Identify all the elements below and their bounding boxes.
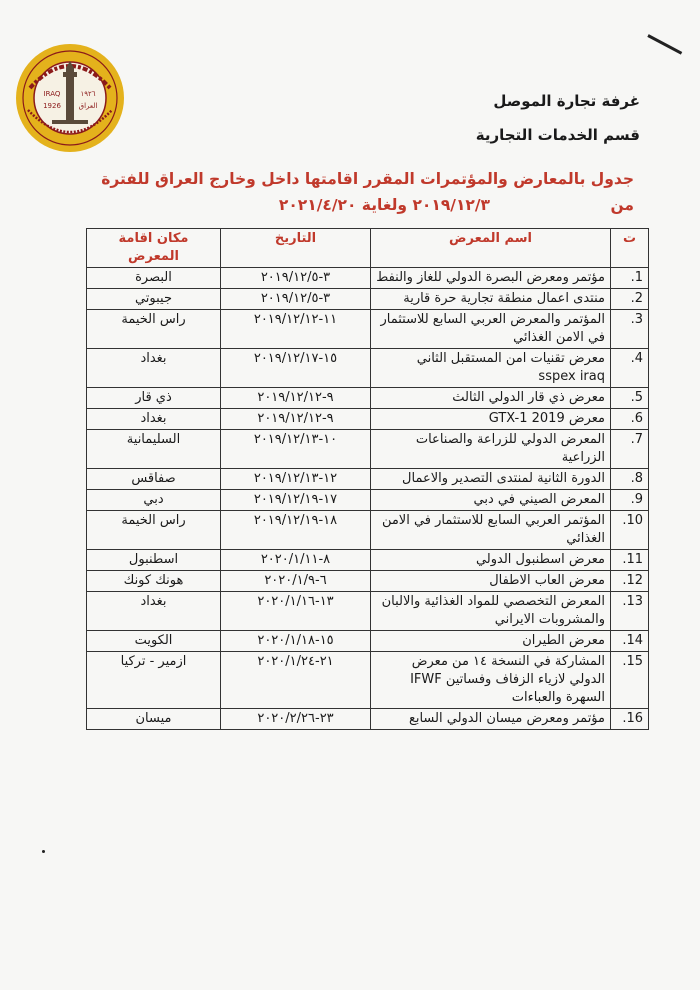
event-date: ١٧-٢٠١٩/١٢/١٩	[221, 490, 371, 511]
row-number: 10.	[611, 511, 649, 550]
table-row	[87, 310, 649, 349]
event-date: ٣-٢٠١٩/١٢/٥	[221, 289, 371, 310]
row-number: 1.	[611, 268, 649, 289]
event-place: ازمير - تركيا	[87, 652, 221, 709]
row-number: 2.	[611, 289, 649, 310]
event-date: ٣-٢٠١٩/١٢/٥	[221, 268, 371, 289]
event-name: منتدى اعمال منطقة تجارية حرة قارية	[371, 289, 611, 310]
department-name: قسم الخدمات التجارية	[475, 126, 640, 144]
event-place: هونك كونك	[87, 571, 221, 592]
row-number: 15.	[611, 652, 649, 709]
row-number: 4.	[611, 349, 649, 388]
table-row	[87, 652, 649, 709]
event-date: ١٢-٢٠١٩/١٢/١٣	[221, 469, 371, 490]
event-date: ٩-٢٠١٩/١٢/١٢	[221, 388, 371, 409]
row-number: 6.	[611, 409, 649, 430]
event-place: بغداد	[87, 592, 221, 631]
row-number: 14.	[611, 631, 649, 652]
pen-stroke-mark	[647, 34, 682, 54]
row-number: 13.	[611, 592, 649, 631]
event-date: ٢٣-٢٠٢٠/٢/٢٦	[221, 709, 371, 730]
header-place: مكان اقامة المعرض	[87, 229, 221, 268]
event-name: المعرض التخصصي للمواد الغذائية والالبان والمشروبات الايراني	[371, 592, 611, 631]
event-place: راس الخيمة	[87, 310, 221, 349]
table-row	[87, 592, 649, 631]
table-row	[87, 289, 649, 310]
event-place: الكويت	[87, 631, 221, 652]
event-place: ميسان	[87, 709, 221, 730]
header-num: ت	[611, 229, 649, 268]
event-name: مؤتمر ومعرض البصرة الدولي للغاز والنفط	[371, 268, 611, 289]
table-row	[87, 571, 649, 592]
table-row	[87, 268, 649, 289]
event-name: المعرض الدولي للزراعة والصناعات الزراعية	[371, 430, 611, 469]
svg-text:العراق: العراق	[78, 102, 98, 110]
table-row	[87, 631, 649, 652]
table-row	[87, 550, 649, 571]
event-name: معرض الطيران	[371, 631, 611, 652]
stray-dot	[42, 850, 45, 853]
svg-text:١٩٢٦: ١٩٢٦	[80, 90, 96, 98]
event-name: المعرض الصيني في دبي	[371, 490, 611, 511]
event-date: ١٠-٢٠١٩/١٢/١٣	[221, 430, 371, 469]
row-number: 12.	[611, 571, 649, 592]
row-number: 8.	[611, 469, 649, 490]
header-date: التاريخ	[221, 229, 371, 268]
chamber-logo-seal	[14, 42, 126, 154]
event-name: مؤتمر ومعرض ميسان الدولي السابع	[371, 709, 611, 730]
event-place: جيبوتي	[87, 289, 221, 310]
table-row	[87, 490, 649, 511]
document-title-line-2: ٢٠١٩/١٢/٣ ولغاية ٢٠٢١/٤/٢٠	[278, 196, 490, 214]
event-date: ١١-٢٠١٩/١٢/١٢	[221, 310, 371, 349]
event-place: صفاقس	[87, 469, 221, 490]
header-name: اسم المعرض	[371, 229, 611, 268]
event-name: المؤتمر العربي السابع للاستثمار في الامن الغذائي	[371, 511, 611, 550]
table-row	[87, 709, 649, 730]
event-place: دبي	[87, 490, 221, 511]
row-number: 5.	[611, 388, 649, 409]
event-date: ١٣-٢٠٢٠/١/١٦	[221, 592, 371, 631]
event-name: معرض GTX-1 2019	[371, 409, 611, 430]
table-row	[87, 388, 649, 409]
table-header-row	[87, 229, 649, 268]
event-name: معرض العاب الاطفال	[371, 571, 611, 592]
table-row	[87, 349, 649, 388]
svg-text:1926: 1926	[43, 102, 61, 110]
organization-name: غرفة تجارة الموصل	[493, 92, 640, 110]
event-name: معرض تقنيات امن المستقبل الثاني sspex iraq	[371, 349, 611, 388]
event-date: ١٥-٢٠١٩/١٢/١٧	[221, 349, 371, 388]
event-place: ذي قار	[87, 388, 221, 409]
event-place: اسطنبول	[87, 550, 221, 571]
event-name: المشاركة في النسخة ١٤ من معرض الدولي لازياء الزفاف وفساتين IFWF السهرة والعباءات	[371, 652, 611, 709]
table-row	[87, 409, 649, 430]
event-date: ١٥-٢٠٢٠/١/١٨	[221, 631, 371, 652]
event-place: بغداد	[87, 409, 221, 430]
event-place: السليمانية	[87, 430, 221, 469]
event-date: ٨-٢٠٢٠/١/١١	[221, 550, 371, 571]
event-date: ٩-٢٠١٩/١٢/١٢	[221, 409, 371, 430]
event-place: البصرة	[87, 268, 221, 289]
row-number: 11.	[611, 550, 649, 571]
table-row	[87, 430, 649, 469]
table-row	[87, 511, 649, 550]
row-number: 16.	[611, 709, 649, 730]
events-table	[86, 228, 649, 730]
event-name: الدورة الثانية لمنتدى التصدير والاعمال	[371, 469, 611, 490]
event-date: ٢١-٢٠٢٠/١/٢٤	[221, 652, 371, 709]
event-name: معرض اسطنبول الدولي	[371, 550, 611, 571]
row-number: 7.	[611, 430, 649, 469]
event-place: راس الخيمة	[87, 511, 221, 550]
event-name: معرض ذي قار الدولي الثالث	[371, 388, 611, 409]
row-number: 9.	[611, 490, 649, 511]
event-date: ١٨-٢٠١٩/١٢/١٩	[221, 511, 371, 550]
event-date: ٦-٢٠٢٠/١/٩	[221, 571, 371, 592]
table-row	[87, 469, 649, 490]
row-number: 3.	[611, 310, 649, 349]
event-name: المؤتمر والمعرض العربي السابع للاستثمار في الامن الغذائي	[371, 310, 611, 349]
event-place: بغداد	[87, 349, 221, 388]
svg-text:IRAQ: IRAQ	[43, 90, 61, 98]
document-title-line-1: جدول بالمعارض والمؤتمرات المقرر اقامتها داخل وخارج العراق للفترة من	[101, 170, 634, 214]
